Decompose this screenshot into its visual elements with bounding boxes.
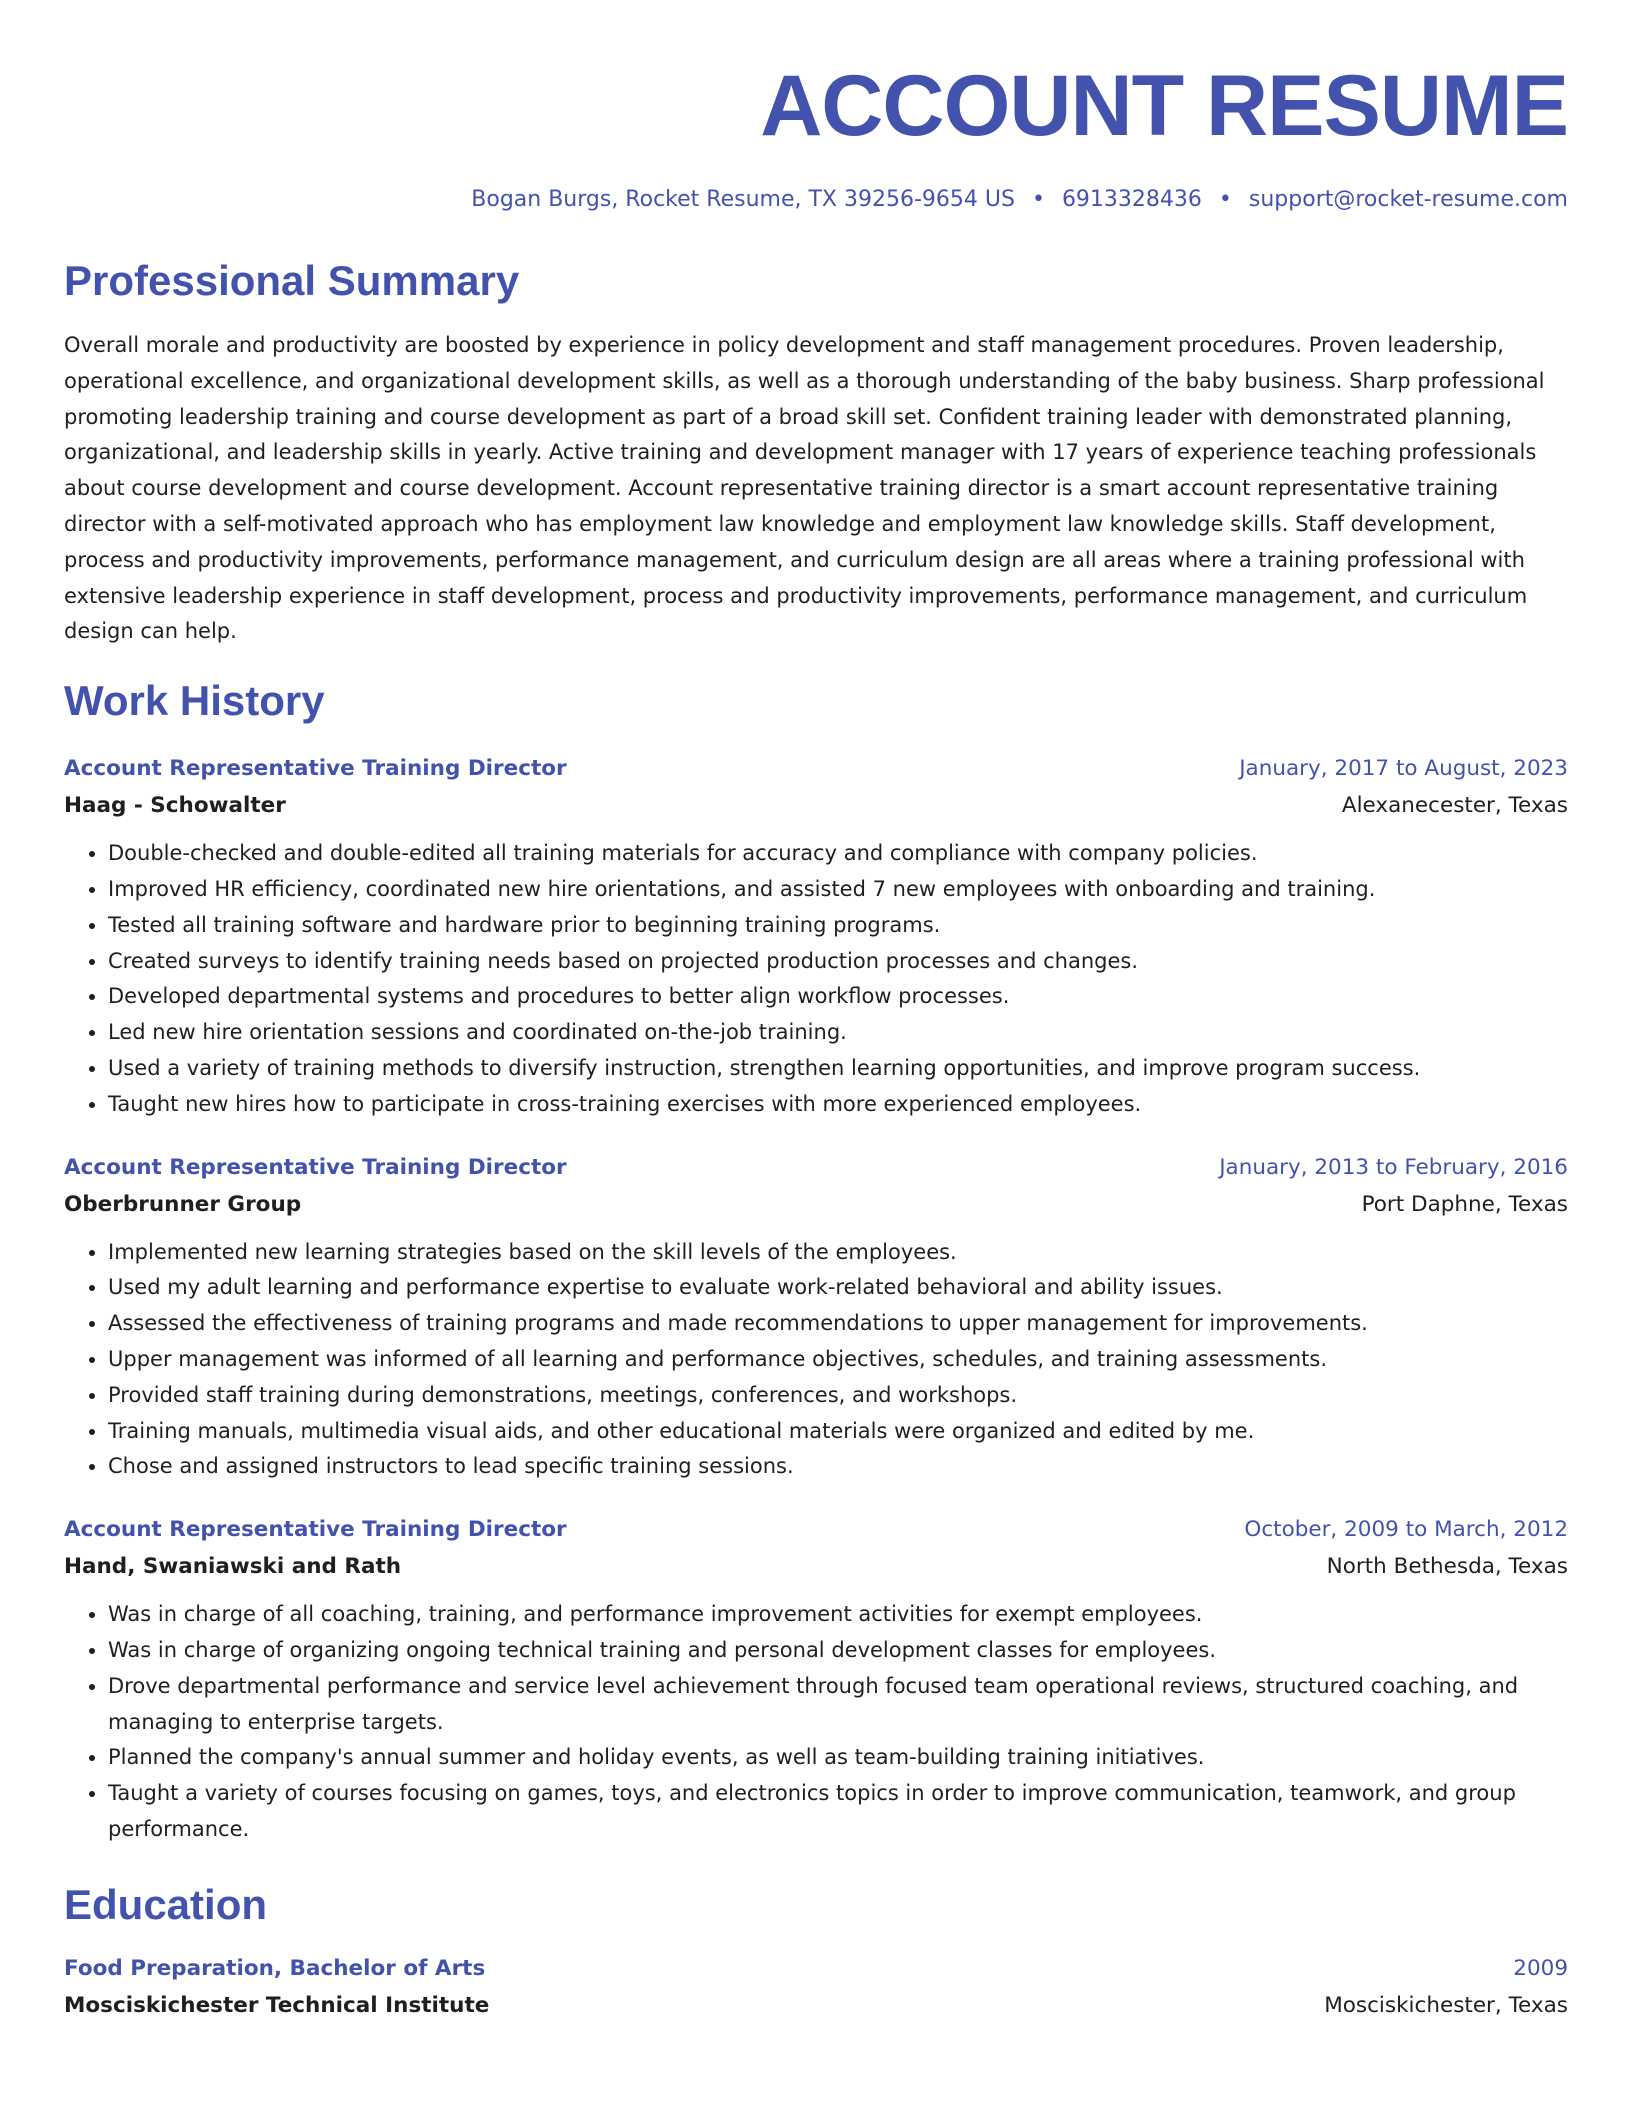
job-bullets [64,1597,1568,1848]
education-school-row [64,1986,1568,2026]
job-location: Port Daphne, Texas [1361,1191,1568,1217]
contact-separator: • [1218,187,1232,212]
job-company-row [64,1547,1568,1587]
job-location: Alexanecester, Texas [1341,793,1568,819]
job-bullet: • Planned the company's annual summer and holiday events, as well as team-building training initiatives. [108,1740,1568,1776]
job-bullet: • Created surveys to identify training needs based on projected production processes and changes. [108,944,1568,980]
job-bullet: • Upper management was informed of all learning and performance objectives, schedules, and training assessments. [108,1342,1568,1378]
job-location: North Bethesda, Texas [1326,1554,1568,1580]
job-entry [64,1513,1568,1848]
job-bullet: • Chose and assigned instructors to lead specific training sessions. [108,1449,1568,1485]
job-header-row [64,752,1568,786]
job-dates: October, 2009 to March, 2012 [1244,1517,1568,1543]
job-title: Account Representative Training Director [64,756,567,782]
summary-text: Overall morale and productivity are boosted by experience in policy development and staff management procedures. Proven leadership, operational excellence, and organizational development skills, as well as a thorough understanding of the baby business. Sharp professional promoting leadership training and course development as part of a broad skill set. Confident training leader with demonstrated planning, organizational, and leadership skills in yearly. Active training and development manager with 17 years of experience teaching professionals about course development and course development. Account representative training director is a smart account representative training director with a self-motivated approach who has employment law knowledge and employment law knowledge skills. Staff development, process and productivity improvements, performance management, and curriculum design are all areas where a training professional with extensive leadership experience in staff development, process and productivity improvements, performance management, and curriculum design can help. [64,333,1545,644]
job-bullet: • Was in charge of all coaching, training, and performance improvement activities for exempt employees. [108,1597,1568,1633]
job-company-row [64,1185,1568,1225]
education-degree: Food Preparation, Bachelor of Arts [64,1955,486,1981]
education-entry [64,1952,1568,2026]
contact-phone: 6913328436 [1061,187,1202,212]
job-dates: January, 2017 to August, 2023 [1239,756,1568,782]
education-year: 2009 [1513,1955,1568,1981]
job-title: Account Representative Training Director [64,1154,567,1180]
contact-separator: • [1031,187,1045,212]
job-bullet: • Drove departmental performance and service level achievement through focused team operational reviews, structured coaching, and managing to enterprise targets. [108,1669,1568,1741]
education-school: Mosciskichester Technical Institute [64,1992,490,2018]
job-company-row [64,786,1568,826]
job-bullet: • Led new hire orientation sessions and coordinated on-the-job training. [108,1015,1568,1051]
summary-heading: Professional Summary [64,257,520,304]
job-bullet: • Training manuals, multimedia visual aids, and other educational materials were organized and edited by me. [108,1414,1568,1450]
job-bullet: • Used a variety of training methods to diversify instruction, strengthen learning opportunities, and improve program success. [108,1051,1568,1087]
job-bullet: • Was in charge of organizing ongoing technical training and personal development classes for employees. [108,1633,1568,1669]
job-company: Oberbrunner Group [64,1191,302,1217]
job-company: Haag - Schowalter [64,793,286,819]
job-entry [64,752,1568,1122]
job-bullet: • Assessed the effectiveness of training programs and made recommendations to upper management for improvements. [108,1306,1568,1342]
job-entry [64,1151,1568,1486]
work-history-heading: Work History [64,677,325,725]
education-heading: Education [64,1880,268,1928]
resume-title: ACCOUNT RESUME [760,58,1568,154]
job-title: Account Representative Training Director [64,1517,567,1543]
job-bullet: • Used my adult learning and performance expertise to evaluate work-related behavioral and ability issues. [108,1270,1568,1306]
contact-email[interactable]: support@rocket-resume.com [1248,187,1568,212]
job-bullet: • Double-checked and double-edited all training materials for accuracy and compliance with company policies. [108,836,1568,872]
job-bullet: • Taught a variety of courses focusing on games, toys, and electronics topics in order to improve communication, teamwork, and group performance. [108,1776,1568,1848]
job-header-row [64,1513,1568,1547]
job-dates: January, 2013 to February, 2016 [1219,1154,1568,1180]
job-bullet: • Improved HR efficiency, coordinated new hire orientations, and assisted 7 new employees with onboarding and training. [108,872,1568,908]
job-bullet: • Tested all training software and hardware prior to beginning training programs. [108,908,1568,944]
job-bullet: • Taught new hires how to participate in cross-training exercises with more experienced employees. [108,1087,1568,1123]
education-location: Mosciskichester, Texas [1324,1992,1568,2018]
job-bullets [64,1235,1568,1486]
job-bullet: • Developed departmental systems and procedures to better align workflow processes. [108,979,1568,1015]
job-bullets [64,836,1568,1122]
job-bullet: • Provided staff training during demonstrations, meetings, conferences, and workshops. [108,1378,1568,1414]
contact-address: Bogan Burgs, Rocket Resume, TX 39256-9654 US [471,187,1015,212]
resume-header [64,0,1568,214]
work-history-list [64,752,1568,1848]
job-company: Hand, Swaniawski and Rath [64,1554,402,1580]
job-bullet: • Implemented new learning strategies based on the skill levels of the employees. [108,1235,1568,1271]
contact-line [64,186,1568,214]
job-header-row [64,1151,1568,1185]
education-header-row [64,1952,1568,1986]
